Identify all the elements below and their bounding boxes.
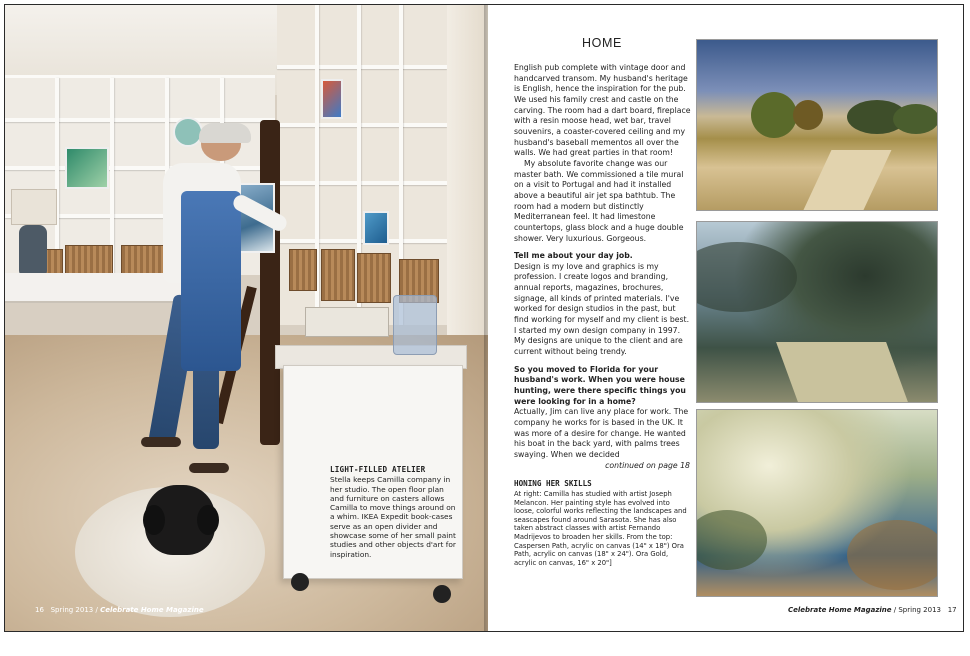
storage-basket xyxy=(289,249,317,291)
article-column xyxy=(514,63,692,567)
page-number: 16 xyxy=(35,606,44,614)
interview-answer: Design is my love and graphics is my profession. I create logos and branding, annual reports, magazines, brochures, signage, all kinds of printed materials. I've worked for design studios in the past, but find working for myself and my client is best. I started my own design company in 1997. My designs are unique to the client and are current without being trendy. xyxy=(514,261,690,357)
folio-separator: / xyxy=(95,606,98,614)
section-heading: HOME xyxy=(582,36,622,50)
caption-title: LIGHT-FILLED ATELIER xyxy=(330,465,426,474)
storage-basket xyxy=(121,245,165,275)
desk xyxy=(5,273,185,303)
page-number: 17 xyxy=(947,606,957,614)
storage-basket xyxy=(321,249,355,301)
article-paragraph: My absolute favorite change was our master bath. We commissioned a tile mural on a visit to Portugal and had it installed above a beautiful air jet spa bathtub. The room had a modern but distinctly Mediterranean feel. It had limestone countertops, glass block and a huge double shower. Very luxurious. Gorgeous. xyxy=(514,158,684,243)
water-jar xyxy=(393,295,437,355)
painting-caspersen-path xyxy=(696,39,938,211)
lamp-shade xyxy=(11,189,57,225)
interview-answer: Actually, Jim can live any place for work. The company he works for is based in the UK. It was more of a desire for change. He wanted his boat in the back yard, with palms trees swaying. When we decided xyxy=(514,407,689,459)
interview-question: So you moved to Florida for your husband's work. When you were house hunting, were there specific things you were looking for in a home? xyxy=(514,364,686,406)
artist-shoe xyxy=(189,463,229,473)
easel xyxy=(260,120,280,445)
studio-photo xyxy=(5,5,488,631)
storage-basket xyxy=(65,245,113,275)
page-folio-right xyxy=(788,606,957,614)
article-paragraph: English pub complete with vintage door and handcarved transom. My husband's heritage is English, hence the inspiration for the pub. We used his family crest and castle on the carving. The room had a dart board, fireplace with a resin moose head, wet bar, travel souvenirs, a coaster-covered ceiling and my husband's baseball mementos all over the walls. We had great parties in that room! xyxy=(514,63,691,158)
painting-ora-gold xyxy=(696,409,938,597)
magazine-name: Celebrate Home Magazine xyxy=(788,606,892,614)
magazine-spread xyxy=(4,4,964,632)
sidebar-text: At right: Camilla has studied with artist Joseph Melancon. Her painting style has evolved into loose, colorful works reflecting the landscapes and seascapes found around Sarasota. She has also taken abstract classes with artist Fernando Madrijevos to broaden her skills. From the top: Caspersen Path, acrylic on canvas (14" x 18") Ora Path, acrylic on canvas (18" x 24"). Ora Gold, acrylic on canvas, 16" x 20"] xyxy=(514,489,687,567)
dog-ear xyxy=(143,505,165,535)
dog-ear xyxy=(197,505,219,535)
issue-date: Spring 2013 xyxy=(898,606,941,614)
article-page xyxy=(488,5,963,631)
photo-caption xyxy=(330,465,458,559)
artist-apron xyxy=(181,191,241,371)
shelf-artwork xyxy=(65,147,109,189)
paint-palette xyxy=(305,307,389,337)
issue-date: Spring 2013 xyxy=(50,606,94,614)
shelf-artwork xyxy=(363,211,389,245)
continued-note: continued on page 18 xyxy=(605,460,690,470)
painting-ora-path xyxy=(696,221,938,403)
magazine-name: Celebrate Home Magazine xyxy=(100,606,204,614)
folio-separator: / xyxy=(893,606,897,614)
shelf-artwork xyxy=(173,117,203,147)
cart-wheel xyxy=(433,585,451,603)
caption-text: Stella keeps Camilla company in her studio. The open floor plan and furniture on casters allows Camilla to move things around on a whim. IKEA Expedit book-cases serve as an open divider and showcase some of her small paint studies and other objects d'art for inspiration. xyxy=(330,475,456,559)
cart-wheel xyxy=(291,573,309,591)
artist-shoe xyxy=(141,437,181,447)
shelf-artwork xyxy=(321,79,343,119)
page-folio-left xyxy=(35,606,204,614)
storage-basket xyxy=(357,253,391,303)
interview-question: Tell me about your day job. xyxy=(514,251,633,261)
artist-cap xyxy=(199,123,251,143)
sidebar-heading: HONING HER SKILLS xyxy=(514,479,592,489)
lamp-base xyxy=(19,225,47,275)
